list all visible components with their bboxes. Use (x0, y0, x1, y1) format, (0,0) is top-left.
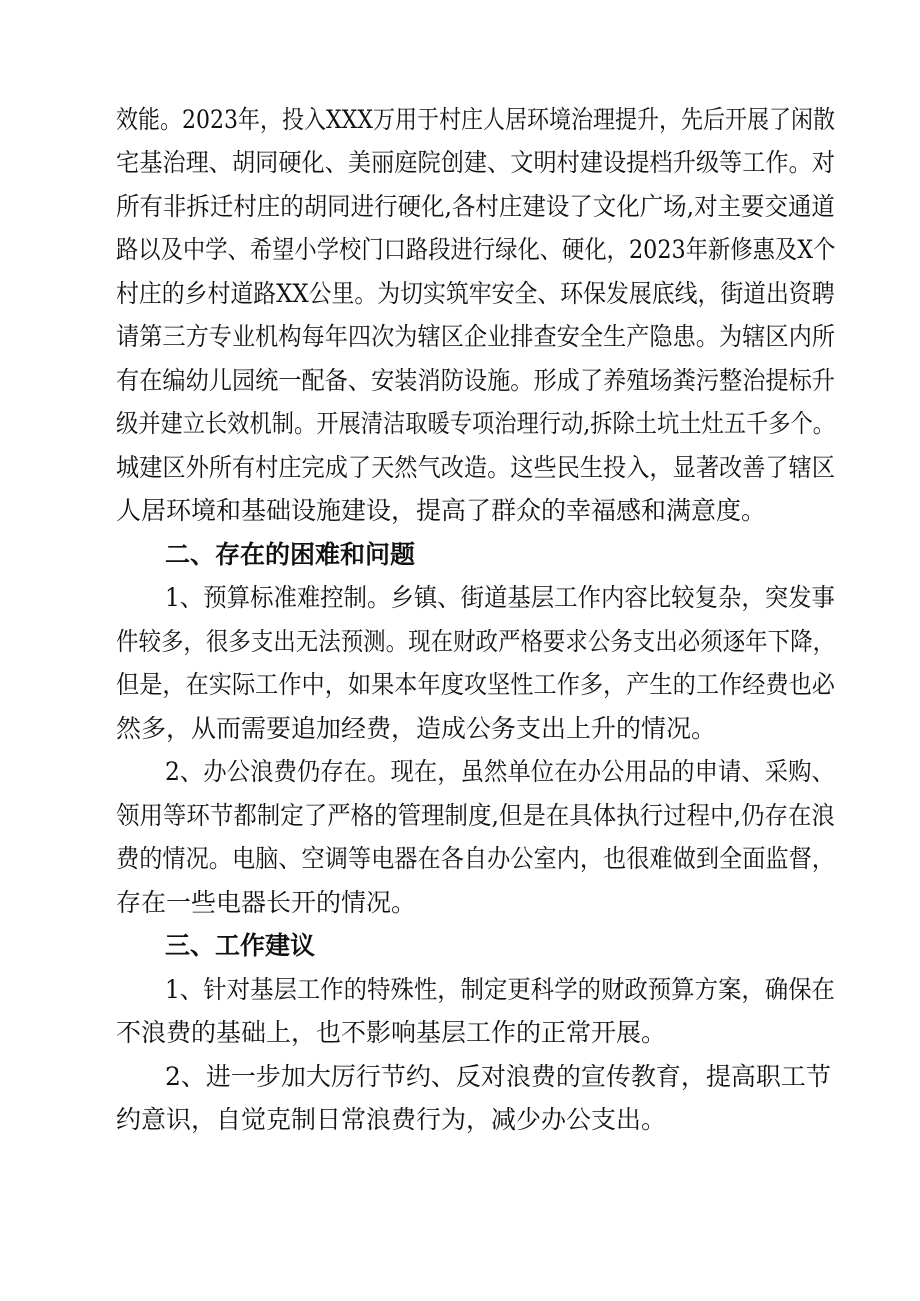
paragraph-line: 路以及中学、希望小学校门口路段进行绿化、硬化，2023年新修惠及X个 (116, 235, 836, 264)
section-heading: 二、存在的困难和问题 (165, 540, 416, 569)
paragraph-line: 1、针对基层工作的特殊性，制定更科学的财政预算方案，确保在 (165, 975, 835, 1004)
paragraph-line: 约意识，自觉克制日常浪费行为，减少办公支出。 (116, 1105, 667, 1134)
paragraph-line: 人居环境和基础设施建设，提高了群众的幸福感和满意度。 (116, 496, 767, 525)
paragraph-line: 领用等环节都制定了严格的管理制度,但是在具体执行过程中,仍存在浪 (116, 801, 835, 830)
paragraph-line: 费的情况。电脑、空调等电器在各自办公室内，也很难做到全面监督， (116, 844, 835, 873)
paragraph-line: 然多，从而需要追加经费，造成公务支出上升的情况。 (116, 714, 717, 743)
paragraph-line: 2、办公浪费仍存在。现在，虽然单位在办公用品的申请、采购、 (165, 757, 835, 786)
paragraph-line: 件较多，很多支出无法预测。现在财政严格要求公务支出必须逐年下降， (116, 627, 836, 656)
paragraph-line: 不浪费的基础上，也不影响基层工作的正常开展。 (116, 1018, 667, 1047)
paragraph-line: 请第三方专业机构每年四次为辖区企业排查安全生产隐患。为辖区内所 (116, 322, 835, 351)
paragraph-line: 级并建立长效机制。开展清洁取暖专项治理行动,拆除土坑土灶五千多个。 (116, 409, 835, 438)
paragraph-line: 宅基治理、胡同硬化、美丽庭院创建、文明村建设提档升级等工作。对 (116, 148, 835, 177)
paragraph-line: 但是，在实际工作中，如果本年度攻坚性工作多，产生的工作经费也必 (116, 670, 835, 699)
paragraph-line: 效能。2023年，投入XXX万用于村庄人居环境治理提升，先后开展了闲散 (116, 105, 835, 134)
paragraph-line: 2、进一步加大厉行节约、反对浪费的宣传教育，提高职工节 (165, 1062, 831, 1091)
section-heading: 三、工作建议 (165, 931, 316, 960)
paragraph-line: 村庄的乡村道路XX公里。为切实筑牢安全、环保发展底线，街道出资聘 (116, 279, 835, 308)
paragraph-line: 所有非拆迁村庄的胡同进行硬化,各村庄建设了文化广场,对主要交通道 (116, 192, 835, 221)
paragraph-line: 存在一些电器长开的情况。 (116, 888, 417, 917)
paragraph-line: 1、预算标准难控制。乡镇、街道基层工作内容比较复杂，突发事 (165, 583, 835, 612)
paragraph-line: 城建区外所有村庄完成了天然气改造。这些民生投入，显著改善了辖区 (116, 453, 835, 482)
paragraph-line: 有在编幼儿园统一配备、安装消防设施。形成了养殖场粪污整治提标升 (116, 366, 835, 395)
